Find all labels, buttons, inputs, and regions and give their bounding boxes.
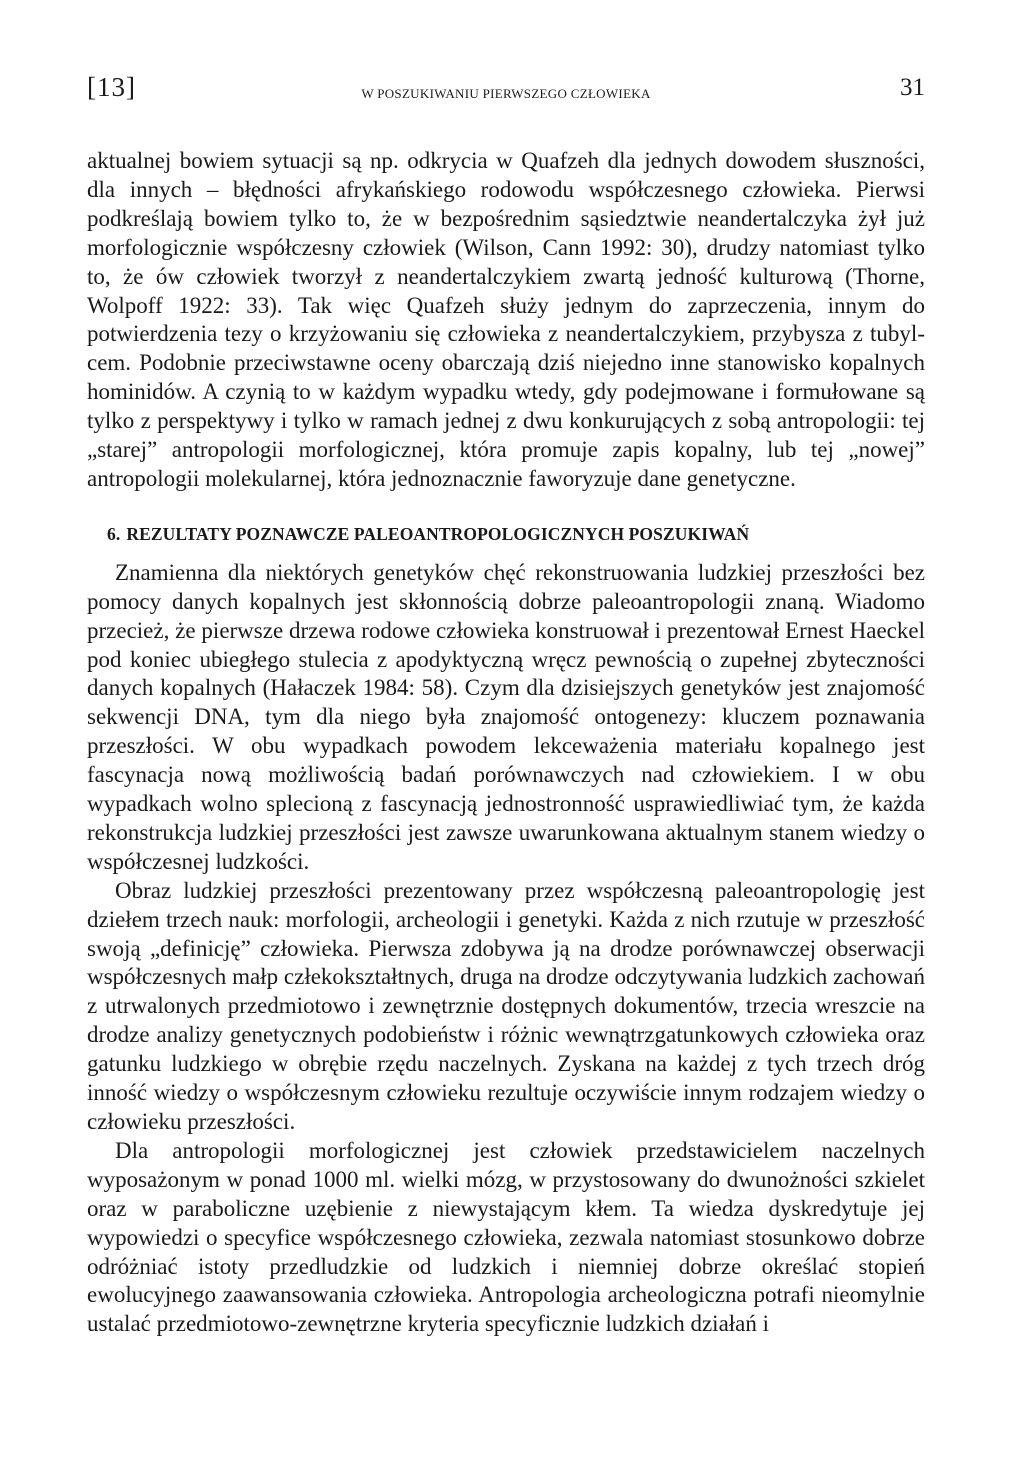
section-title: REZULTATY POZNAWCZE PALEOANTROPOLOGICZNYCH POSZUKIWAŃ — [126, 523, 750, 544]
paragraph: Znamienna dla niektórych genetyków chęć rekonstruowania ludzkiej przeszłości bez pomocy danych kopalnych jest skłonnością dobrze paleoantropologii znaną. Wiadomo przecież, że pierwsze drzewa rodowe człowieka konstruował i prezentował Ernest Haeckel pod koniec ubiegłego stulecia z apodyktyczną wręcz pewnością o zupełnej zbyteczności danych kopalnych (Hałaczek 1984: 58). Czym dla dzisiejszych genetyków jest znajomość sekwencji DNA, tym dla niego była znajomość ontogenezy: kluczem poznawania przeszłości. W obu wypadkach powodem lekceważenia materiału kopalnego jest fascynacja nową możliwością badań porównawczych nad człowiekiem. I w obu wypadkach wolno splecioną z fascynacją jednostronność usprawiedliwiać tym, że każda rekonstrukcja ludzkiej przeszłości jest zawsze uwarunkowana aktualnym stanem wiedzy o współczesnej ludzkości. — [87, 559, 925, 874]
paragraph-continued: aktualnej bowiem sytuacji są np. odkrycia w Quafzeh dla jednych dowodem słuszności, dla innych – błędności afrykańskiego rodowodu współczesnego człowieka. Pierwsi podkreślają bowiem tylko to, że w bezpośrednim sąsiedztwie neandertalczyka żył już morfologicznie współczesny człowiek (Wilson, Cann 1992: 30), drudzy natomiast tylko to, że ów człowiek tworzył z neandertalczykiem zwartą jedność kulturową (Thorne, Wolpoff 1922: 33). Tak więc Quafzeh służy jednym do zaprzeczenia, innym do potwierdzenia tezy o krzyżowaniu się człowieka z neandertalczykiem, przybysza z tubylcem. Podobnie przeciwstawne oceny obarczają dziś niejedno inne stanowisko kopalnych hominidów. A czynią to w każdym wypadku wtedy, gdy podejmowane i formułowane są tylko z perspektywy i tylko w ramach jednej z dwu konkurujących z sobą antropologii: tej „starej” antropologii morfologicznej, która promuje zapis kopalny, lub tej „nowej” antropologii molekularnej, która jednoznacznie faworyzuje dane genetyczne. — [87, 148, 925, 491]
paragraph: Obraz ludzkiej przeszłości prezentowany przez współczesną paleoantropologię jest dziełem trzech nauk: morfologii, archeologii i genetyki. Każda z nich rzutuje w przeszłość swoją „definicję” człowieka. Pierwsza zdobywa ją na drodze porównawczej obserwacji współczesnych małp człekokształtnych, druga na drodze odczytywania ludzkich zachowań z utrwalonych przedmiotowo i zewnętrznie dostępnych dokumentów, trzecia wreszcie na drodze analizy genetycznych podobieństw i różnic wewnątrzgatunkowych człowieka oraz gatunku ludzkiego w obrębie rzędu naczelnych. Zyskana na każdej z tych trzech dróg inność wiedzy o współczesnym człowieku rezultuje oczywiście innym rodzajem wiedzy o człowieku przeszłości. — [87, 877, 925, 1134]
section-heading — [87, 520, 925, 549]
running-head — [87, 72, 925, 112]
running-title: W POSZUKIWANIU PIERWSZEGO CZŁOWIEKA — [361, 86, 651, 101]
section-reference: [13] — [87, 72, 136, 102]
section-number: 6. — [107, 523, 121, 544]
body-text — [87, 147, 925, 1339]
paragraph: Dla antropologii morfologicznej jest człowiek przedstawicielem naczelnych wyposażonym w ponad 1000 ml. wielki mózg, w przystosowany do dwunożności szkielet oraz w paraboliczne uzębienie z niewystającym kłem. Ta wiedza dyskredytuje jej wypowiedzi o specyfice współczesnego człowieka, zezwala natomiast stosunkowo dobrze odróżniać istoty przedludzkie od ludzkich i niemniej dobrze określać stopień ewolucyjnego zaawansowania człowieka. Antropologia archeologiczna potrafi nieomylnie ustalać przedmiotowo-zewnętrzne kryteria specyficznie ludzkich działań i — [87, 1137, 925, 1337]
book-page — [87, 72, 925, 1339]
page-number: 31 — [900, 74, 925, 101]
